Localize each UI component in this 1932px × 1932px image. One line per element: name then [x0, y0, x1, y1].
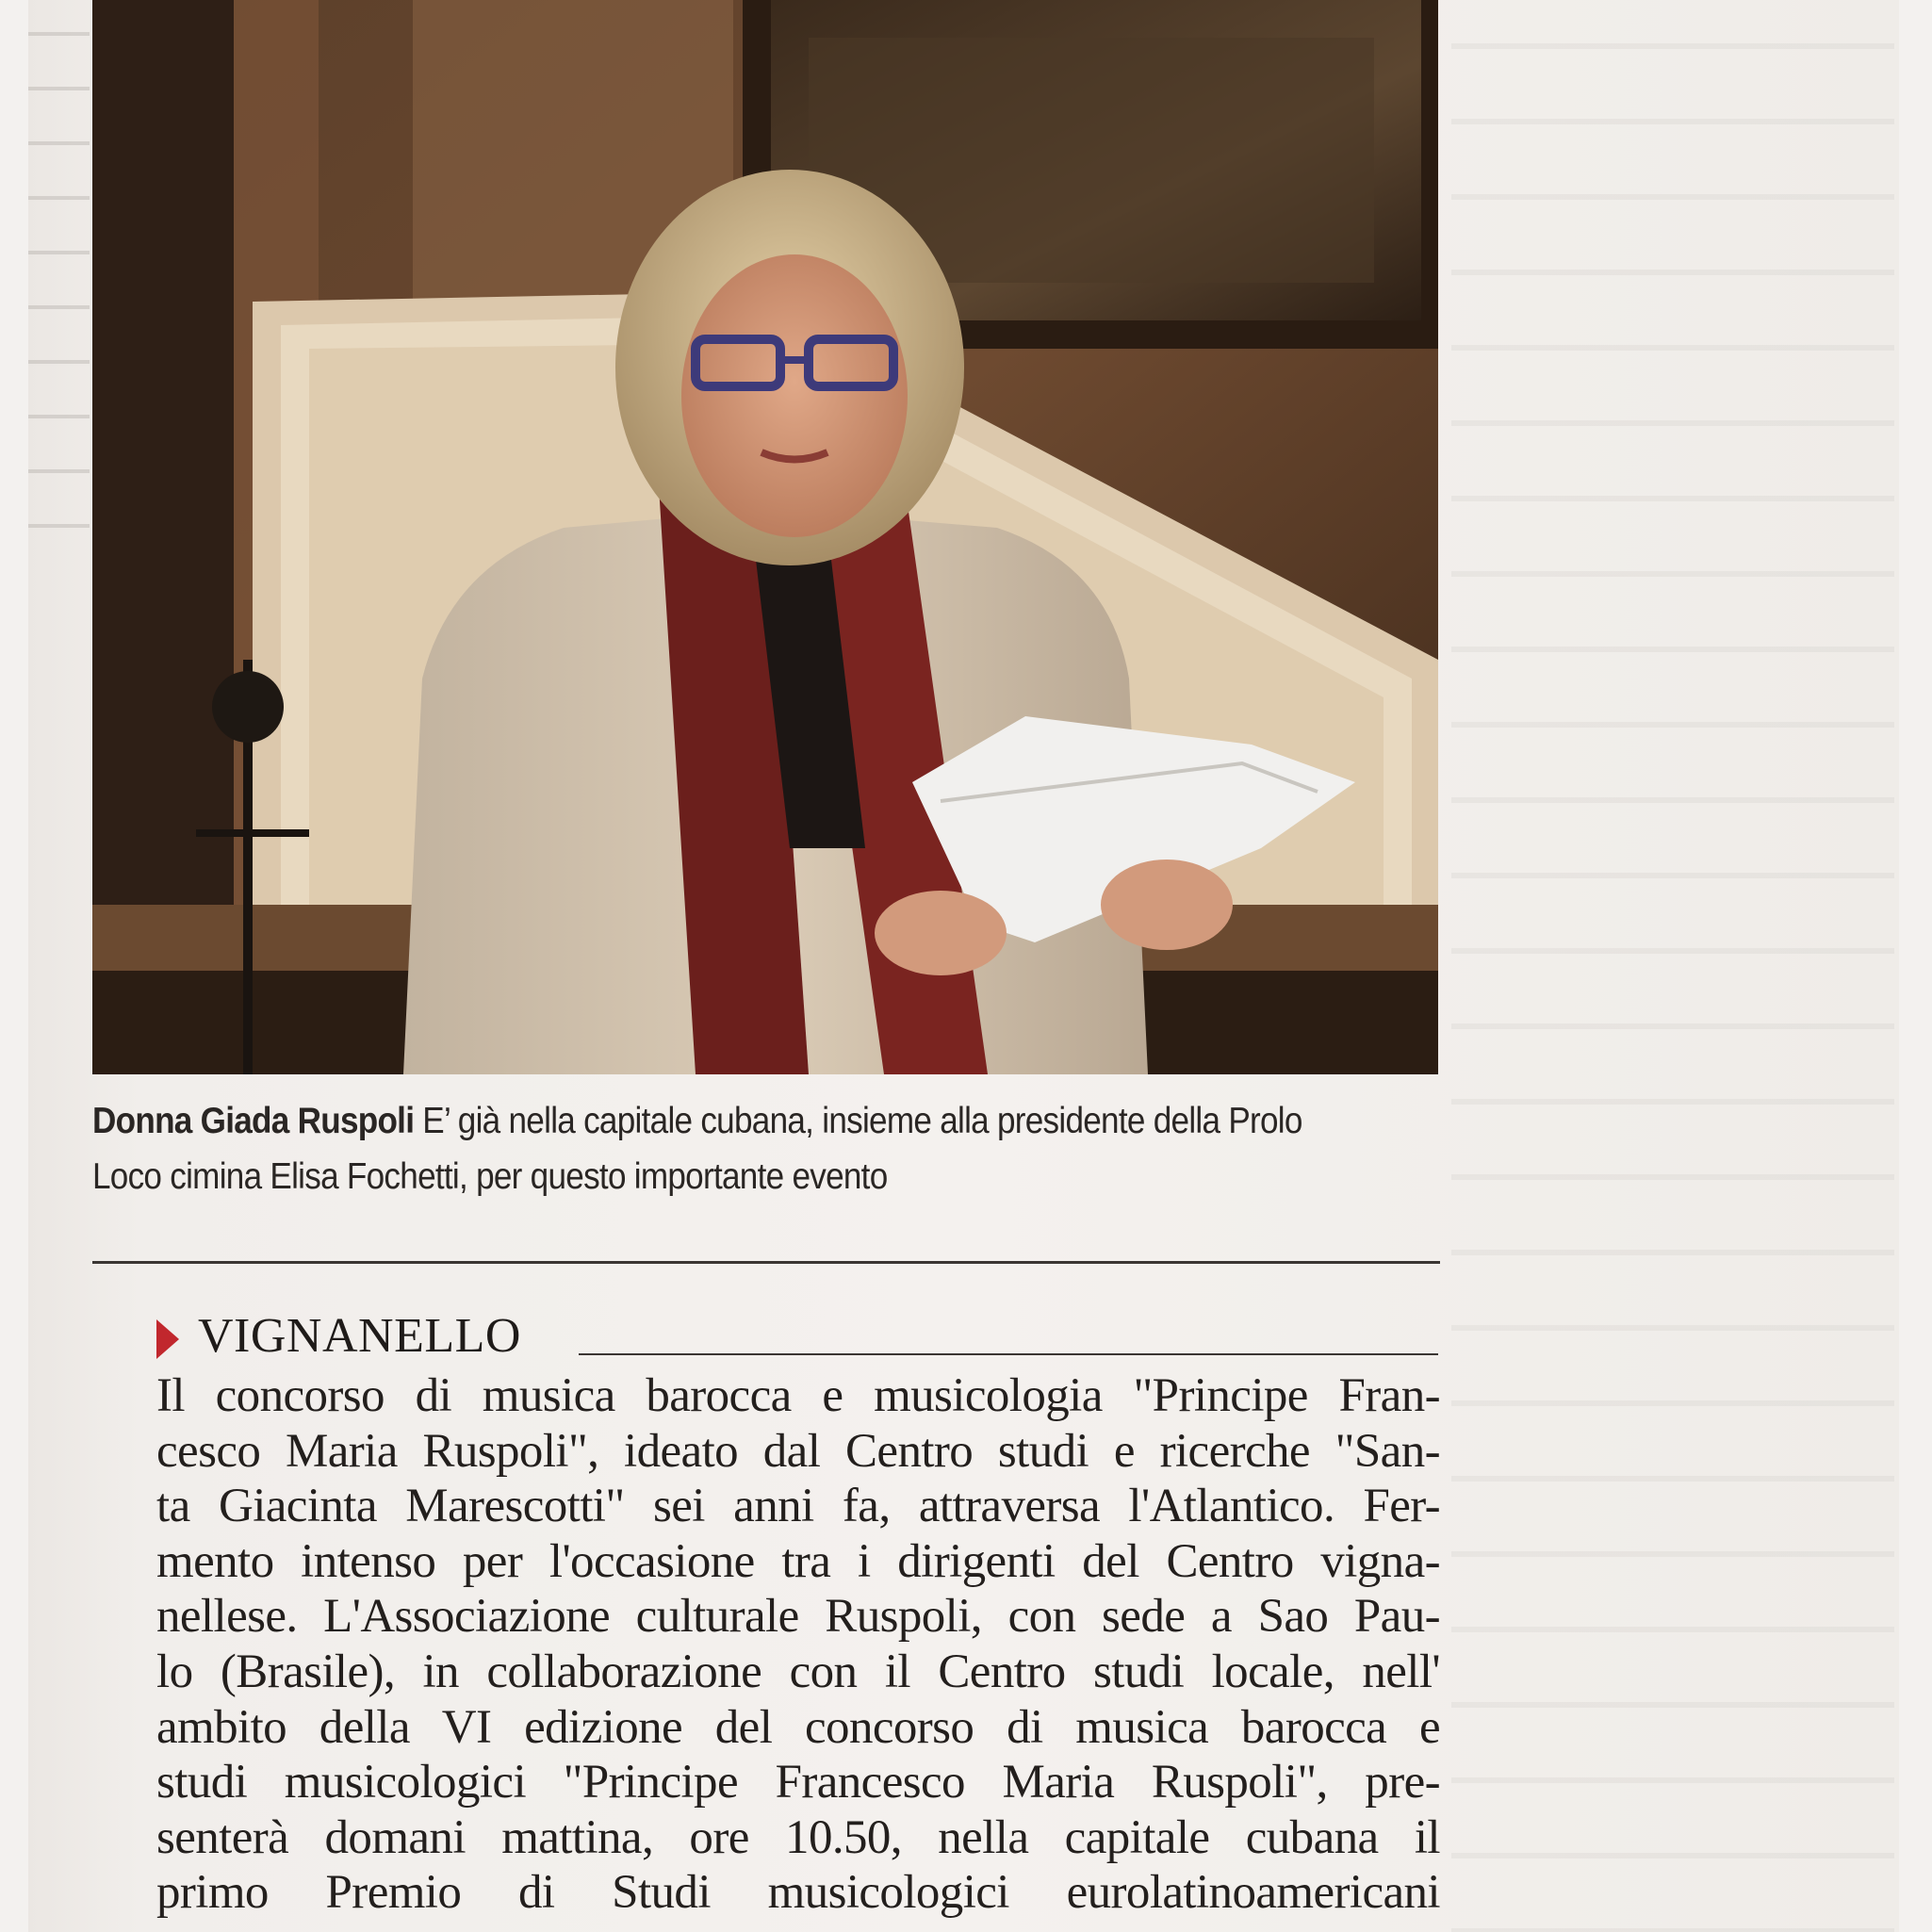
photo-caption — [92, 1093, 1314, 1204]
article-kicker — [156, 1310, 1438, 1367]
bleed-through-text-right — [1451, 0, 1894, 1932]
section-divider — [92, 1261, 1440, 1264]
article-line: Il concorso di musica barocca e musicologia "Principe Fran- — [156, 1369, 1440, 1422]
article-line: mento intenso per l'occasione tra i dirigenti del Centro vigna- — [156, 1534, 1440, 1588]
photo-illustration — [92, 0, 1438, 1074]
caption-text: E’ già nella capitale cubana, insieme alla presidente della Prolo Loco cimina Elisa Fochetti, per questo importante evento — [92, 1101, 1302, 1197]
article-line: cesco Maria Ruspoli", ideato dal Centro studi e ricerche "San- — [156, 1424, 1440, 1478]
kicker-rule — [579, 1353, 1438, 1355]
article-line: studi musicologici "Principe Francesco Maria Ruspoli", pre- — [156, 1756, 1440, 1809]
article-line: ta Giacinta Marescotti" sei anni fa, attraversa l'Atlantico. Fer- — [156, 1480, 1440, 1533]
triangle-bullet-icon — [156, 1319, 179, 1359]
article-line: primo Premio di Studi musicologici eurolatinoamericani — [156, 1866, 1440, 1920]
caption-name: Donna Giada Ruspoli — [92, 1101, 415, 1141]
article-line: lo (Brasile), in collaborazione con il Centro studi locale, nell' — [156, 1645, 1440, 1698]
kicker-label: VIGNANELLO — [198, 1309, 521, 1363]
article-line: nellese. L'Associazione culturale Ruspoli, con sede a Sao Pau- — [156, 1590, 1440, 1644]
article-line: ambito della VI edizione del concorso di musica barocca e — [156, 1700, 1440, 1754]
article-body — [156, 1368, 1440, 1921]
article-line: senterà domani mattina, ore 10.50, nella capitale cubana il — [156, 1810, 1440, 1864]
bleed-through-text-left — [28, 0, 90, 528]
article-photo — [92, 0, 1438, 1074]
